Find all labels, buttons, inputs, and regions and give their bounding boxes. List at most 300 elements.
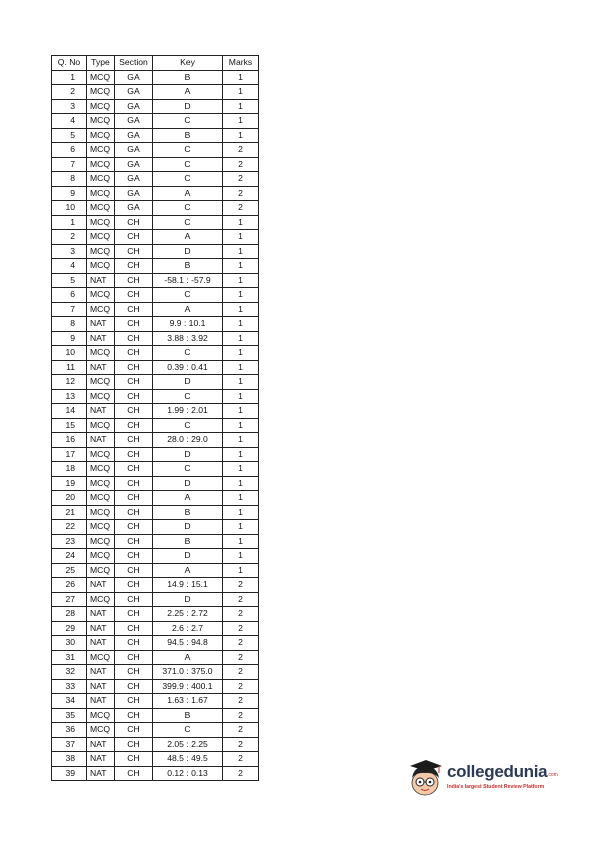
cell-section: CH	[115, 534, 153, 549]
cell-qno: 3	[52, 244, 87, 259]
table-row	[52, 360, 259, 375]
cell-qno: 39	[52, 766, 87, 781]
table-row	[52, 476, 259, 491]
header-marks: Marks	[223, 56, 259, 71]
table-row	[52, 375, 259, 390]
cell-marks: 1	[223, 215, 259, 230]
cell-type: MCQ	[87, 85, 115, 100]
cell-qno: 19	[52, 476, 87, 491]
cell-qno: 13	[52, 389, 87, 404]
cell-type: MCQ	[87, 723, 115, 738]
table-row	[52, 549, 259, 564]
cell-type: MCQ	[87, 708, 115, 723]
cell-key: A	[153, 563, 223, 578]
cell-key: -58.1 : -57.9	[153, 273, 223, 288]
cell-marks: 2	[223, 723, 259, 738]
cell-section: CH	[115, 360, 153, 375]
cell-qno: 10	[52, 346, 87, 361]
cell-marks: 2	[223, 578, 259, 593]
cell-key: D	[153, 476, 223, 491]
cell-section: CH	[115, 636, 153, 651]
cell-qno: 29	[52, 621, 87, 636]
cell-marks: 2	[223, 752, 259, 767]
table-row	[52, 288, 259, 303]
cell-qno: 3	[52, 99, 87, 114]
cell-type: NAT	[87, 317, 115, 332]
cell-marks: 2	[223, 592, 259, 607]
brand-name: collegedunia	[447, 762, 548, 781]
cell-marks: 1	[223, 462, 259, 477]
cell-type: MCQ	[87, 230, 115, 245]
cell-qno: 30	[52, 636, 87, 651]
cell-type: NAT	[87, 433, 115, 448]
cell-section: GA	[115, 201, 153, 216]
cell-section: GA	[115, 70, 153, 85]
cell-type: MCQ	[87, 462, 115, 477]
cell-type: NAT	[87, 665, 115, 680]
cell-key: 94.5 : 94.8	[153, 636, 223, 651]
cell-type: MCQ	[87, 476, 115, 491]
cell-type: MCQ	[87, 447, 115, 462]
brand-tagline: India's largest Student Review Platform	[447, 784, 545, 790]
cell-key: D	[153, 549, 223, 564]
brand-tld: .com	[547, 772, 558, 778]
cell-qno: 22	[52, 520, 87, 535]
table-row	[52, 737, 259, 752]
cell-type: MCQ	[87, 172, 115, 187]
table-row	[52, 447, 259, 462]
table-row	[52, 331, 259, 346]
cell-key: 14.9 : 15.1	[153, 578, 223, 593]
cell-qno: 26	[52, 578, 87, 593]
cell-marks: 1	[223, 505, 259, 520]
cell-qno: 36	[52, 723, 87, 738]
collegedunia-logo	[406, 756, 556, 800]
cell-key: D	[153, 592, 223, 607]
table-row	[52, 128, 259, 143]
cell-qno: 34	[52, 694, 87, 709]
cell-key: C	[153, 215, 223, 230]
cell-marks: 2	[223, 665, 259, 680]
table-row	[52, 99, 259, 114]
cell-key: A	[153, 650, 223, 665]
cell-section: GA	[115, 99, 153, 114]
cell-type: MCQ	[87, 650, 115, 665]
cell-marks: 1	[223, 549, 259, 564]
table-row	[52, 592, 259, 607]
cell-qno: 28	[52, 607, 87, 622]
cell-section: CH	[115, 389, 153, 404]
cell-key: 3.88 : 3.92	[153, 331, 223, 346]
cell-marks: 1	[223, 128, 259, 143]
table-row	[52, 621, 259, 636]
cell-qno: 32	[52, 665, 87, 680]
cell-key: C	[153, 418, 223, 433]
cell-key: 2.6 : 2.7	[153, 621, 223, 636]
cell-marks: 1	[223, 70, 259, 85]
cell-marks: 1	[223, 520, 259, 535]
cell-marks: 1	[223, 85, 259, 100]
cell-key: C	[153, 114, 223, 129]
table-header-row	[52, 56, 259, 71]
cell-marks: 1	[223, 273, 259, 288]
table-row	[52, 534, 259, 549]
cell-type: MCQ	[87, 157, 115, 172]
cell-section: CH	[115, 215, 153, 230]
cell-marks: 1	[223, 534, 259, 549]
cell-key: 1.99 : 2.01	[153, 404, 223, 419]
cell-key: B	[153, 259, 223, 274]
table-row	[52, 404, 259, 419]
cell-key: C	[153, 288, 223, 303]
cell-key: 2.25 : 2.72	[153, 607, 223, 622]
cell-qno: 12	[52, 375, 87, 390]
cell-section: CH	[115, 578, 153, 593]
cell-qno: 14	[52, 404, 87, 419]
cell-section: CH	[115, 607, 153, 622]
cell-marks: 1	[223, 447, 259, 462]
cell-type: NAT	[87, 607, 115, 622]
cell-key: B	[153, 505, 223, 520]
cell-key: 399.9 : 400.1	[153, 679, 223, 694]
table-row	[52, 157, 259, 172]
cell-marks: 2	[223, 737, 259, 752]
cell-key: C	[153, 157, 223, 172]
cell-type: MCQ	[87, 201, 115, 216]
cell-qno: 23	[52, 534, 87, 549]
cell-key: A	[153, 491, 223, 506]
cell-qno: 9	[52, 186, 87, 201]
cell-marks: 2	[223, 157, 259, 172]
cell-qno: 25	[52, 563, 87, 578]
cell-key: C	[153, 389, 223, 404]
cell-marks: 1	[223, 563, 259, 578]
cell-key: D	[153, 375, 223, 390]
cell-marks: 1	[223, 331, 259, 346]
cell-section: GA	[115, 186, 153, 201]
cell-type: MCQ	[87, 491, 115, 506]
cell-key: D	[153, 99, 223, 114]
cell-qno: 35	[52, 708, 87, 723]
cell-key: D	[153, 244, 223, 259]
cell-section: CH	[115, 273, 153, 288]
table-row	[52, 636, 259, 651]
cell-key: B	[153, 708, 223, 723]
cell-type: NAT	[87, 621, 115, 636]
cell-type: MCQ	[87, 302, 115, 317]
cell-marks: 2	[223, 708, 259, 723]
cell-section: CH	[115, 418, 153, 433]
cell-section: CH	[115, 708, 153, 723]
cell-section: CH	[115, 447, 153, 462]
cell-type: NAT	[87, 636, 115, 651]
cell-marks: 2	[223, 694, 259, 709]
cell-section: GA	[115, 172, 153, 187]
cell-marks: 1	[223, 491, 259, 506]
cell-type: MCQ	[87, 114, 115, 129]
cell-qno: 21	[52, 505, 87, 520]
cell-section: CH	[115, 491, 153, 506]
table-row	[52, 752, 259, 767]
cell-marks: 2	[223, 621, 259, 636]
table-row	[52, 273, 259, 288]
cell-type: MCQ	[87, 70, 115, 85]
table-row	[52, 723, 259, 738]
cell-section: CH	[115, 650, 153, 665]
cell-type: MCQ	[87, 549, 115, 564]
table-row	[52, 143, 259, 158]
cell-marks: 2	[223, 679, 259, 694]
cell-qno: 31	[52, 650, 87, 665]
cell-qno: 11	[52, 360, 87, 375]
cell-type: MCQ	[87, 288, 115, 303]
cell-marks: 2	[223, 143, 259, 158]
cell-section: GA	[115, 143, 153, 158]
cell-section: CH	[115, 549, 153, 564]
cell-key: 48.5 : 49.5	[153, 752, 223, 767]
cell-key: C	[153, 172, 223, 187]
cell-type: NAT	[87, 360, 115, 375]
table-row	[52, 766, 259, 781]
cell-marks: 1	[223, 244, 259, 259]
cell-section: CH	[115, 752, 153, 767]
cell-section: CH	[115, 230, 153, 245]
cell-qno: 7	[52, 157, 87, 172]
cell-type: MCQ	[87, 128, 115, 143]
cell-qno: 5	[52, 273, 87, 288]
cell-key: B	[153, 128, 223, 143]
header-section: Section	[115, 56, 153, 71]
cell-type: NAT	[87, 752, 115, 767]
table-row	[52, 114, 259, 129]
cell-qno: 2	[52, 85, 87, 100]
cell-section: CH	[115, 679, 153, 694]
cell-qno: 20	[52, 491, 87, 506]
cell-section: CH	[115, 346, 153, 361]
cell-section: CH	[115, 766, 153, 781]
table-row	[52, 650, 259, 665]
cell-section: CH	[115, 375, 153, 390]
cell-marks: 1	[223, 433, 259, 448]
cell-marks: 1	[223, 389, 259, 404]
table-row	[52, 607, 259, 622]
cell-key: A	[153, 85, 223, 100]
cell-type: NAT	[87, 737, 115, 752]
cell-type: NAT	[87, 679, 115, 694]
cell-section: CH	[115, 737, 153, 752]
cell-qno: 16	[52, 433, 87, 448]
cell-qno: 1	[52, 215, 87, 230]
cell-key: 1.63 : 1.67	[153, 694, 223, 709]
cell-section: GA	[115, 114, 153, 129]
cell-qno: 33	[52, 679, 87, 694]
cell-qno: 17	[52, 447, 87, 462]
cell-key: 9.9 : 10.1	[153, 317, 223, 332]
cell-section: CH	[115, 694, 153, 709]
cell-key: 0.39 : 0.41	[153, 360, 223, 375]
cell-key: D	[153, 447, 223, 462]
table-row	[52, 85, 259, 100]
cell-qno: 6	[52, 143, 87, 158]
cell-qno: 24	[52, 549, 87, 564]
cell-marks: 2	[223, 650, 259, 665]
cell-type: MCQ	[87, 215, 115, 230]
cell-marks: 1	[223, 259, 259, 274]
cell-key: 28.0 : 29.0	[153, 433, 223, 448]
cell-key: C	[153, 462, 223, 477]
cell-qno: 9	[52, 331, 87, 346]
cell-section: CH	[115, 505, 153, 520]
table-row	[52, 520, 259, 535]
cell-marks: 2	[223, 636, 259, 651]
cell-marks: 1	[223, 230, 259, 245]
cell-type: MCQ	[87, 244, 115, 259]
table-row	[52, 491, 259, 506]
cell-type: MCQ	[87, 99, 115, 114]
mascot-icon	[406, 756, 446, 800]
cell-type: NAT	[87, 273, 115, 288]
cell-marks: 1	[223, 302, 259, 317]
table-row	[52, 302, 259, 317]
cell-section: CH	[115, 520, 153, 535]
table-row	[52, 563, 259, 578]
cell-marks: 2	[223, 186, 259, 201]
cell-key: 2.05 : 2.25	[153, 737, 223, 752]
cell-qno: 8	[52, 317, 87, 332]
cell-qno: 5	[52, 128, 87, 143]
cell-marks: 2	[223, 607, 259, 622]
cell-section: GA	[115, 157, 153, 172]
cell-marks: 2	[223, 172, 259, 187]
cell-key: B	[153, 534, 223, 549]
cell-section: CH	[115, 592, 153, 607]
cell-type: MCQ	[87, 375, 115, 390]
cell-type: MCQ	[87, 520, 115, 535]
header-key: Key	[153, 56, 223, 71]
table-row	[52, 679, 259, 694]
cell-marks: 1	[223, 360, 259, 375]
table-row	[52, 462, 259, 477]
cell-key: C	[153, 201, 223, 216]
cell-marks: 1	[223, 476, 259, 491]
table-row	[52, 708, 259, 723]
cell-key: A	[153, 186, 223, 201]
table-row	[52, 578, 259, 593]
cell-type: MCQ	[87, 389, 115, 404]
cell-marks: 1	[223, 114, 259, 129]
cell-marks: 2	[223, 201, 259, 216]
cell-section: CH	[115, 302, 153, 317]
cell-qno: 10	[52, 201, 87, 216]
cell-marks: 1	[223, 288, 259, 303]
cell-type: MCQ	[87, 505, 115, 520]
cell-section: CH	[115, 563, 153, 578]
table-row	[52, 665, 259, 680]
cell-key: 0.12 : 0.13	[153, 766, 223, 781]
table-row	[52, 259, 259, 274]
cell-marks: 1	[223, 375, 259, 390]
cell-section: CH	[115, 404, 153, 419]
cell-qno: 2	[52, 230, 87, 245]
cell-qno: 6	[52, 288, 87, 303]
cell-qno: 7	[52, 302, 87, 317]
table-row	[52, 172, 259, 187]
header-qno: Q. No	[52, 56, 87, 71]
cell-qno: 18	[52, 462, 87, 477]
table-row	[52, 201, 259, 216]
cell-marks: 1	[223, 404, 259, 419]
cell-type: MCQ	[87, 592, 115, 607]
table-row	[52, 505, 259, 520]
table-row	[52, 418, 259, 433]
table-row	[52, 694, 259, 709]
cell-qno: 8	[52, 172, 87, 187]
cell-section: CH	[115, 665, 153, 680]
cell-key: C	[153, 723, 223, 738]
cell-qno: 15	[52, 418, 87, 433]
cell-marks: 1	[223, 418, 259, 433]
cell-key: D	[153, 520, 223, 535]
cell-section: CH	[115, 621, 153, 636]
cell-qno: 37	[52, 737, 87, 752]
cell-type: MCQ	[87, 346, 115, 361]
cell-qno: 38	[52, 752, 87, 767]
cell-qno: 4	[52, 114, 87, 129]
cell-section: GA	[115, 128, 153, 143]
cell-type: NAT	[87, 694, 115, 709]
table-row	[52, 230, 259, 245]
table-row	[52, 186, 259, 201]
cell-section: CH	[115, 317, 153, 332]
cell-type: NAT	[87, 578, 115, 593]
cell-type: NAT	[87, 766, 115, 781]
cell-type: MCQ	[87, 143, 115, 158]
cell-section: CH	[115, 462, 153, 477]
cell-type: MCQ	[87, 534, 115, 549]
cell-key: C	[153, 143, 223, 158]
cell-marks: 1	[223, 99, 259, 114]
cell-type: MCQ	[87, 418, 115, 433]
table-row	[52, 389, 259, 404]
table-row	[52, 244, 259, 259]
cell-key: 371.0 : 375.0	[153, 665, 223, 680]
cell-section: CH	[115, 433, 153, 448]
cell-marks: 2	[223, 766, 259, 781]
cell-marks: 1	[223, 346, 259, 361]
cell-section: CH	[115, 476, 153, 491]
table-row	[52, 433, 259, 448]
cell-section: GA	[115, 85, 153, 100]
cell-marks: 1	[223, 317, 259, 332]
cell-section: CH	[115, 331, 153, 346]
cell-key: C	[153, 346, 223, 361]
table-row	[52, 70, 259, 85]
cell-type: MCQ	[87, 259, 115, 274]
table-row	[52, 317, 259, 332]
answer-key-table	[51, 55, 259, 781]
table-row	[52, 346, 259, 361]
cell-section: CH	[115, 259, 153, 274]
cell-key: B	[153, 70, 223, 85]
cell-key: A	[153, 230, 223, 245]
table-row	[52, 215, 259, 230]
cell-type: NAT	[87, 331, 115, 346]
cell-key: A	[153, 302, 223, 317]
cell-qno: 27	[52, 592, 87, 607]
header-type: Type	[87, 56, 115, 71]
cell-qno: 4	[52, 259, 87, 274]
cell-type: MCQ	[87, 186, 115, 201]
